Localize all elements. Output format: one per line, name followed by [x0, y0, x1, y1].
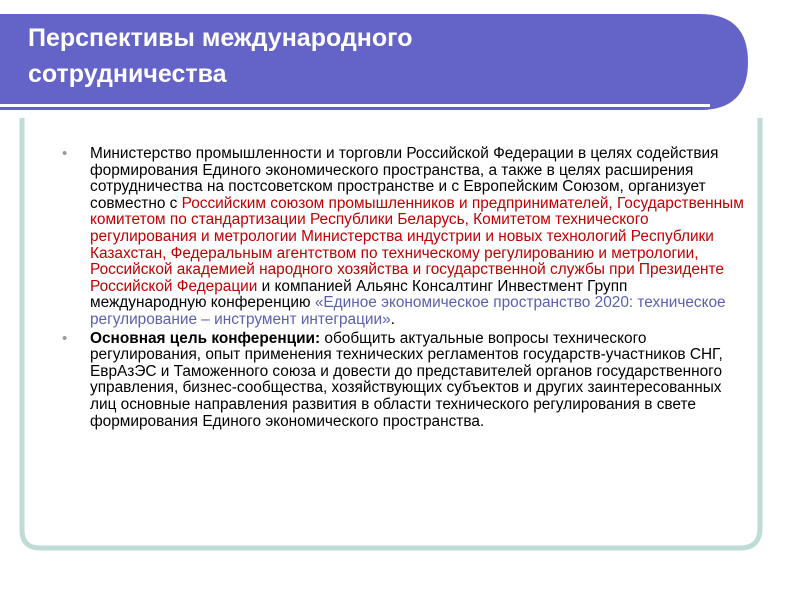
- bullet-dot-icon: •: [62, 329, 68, 347]
- conference-name: «Единое экономическое пространство 2020: техническое регулирование – инструмент интеграции»: [90, 294, 726, 328]
- partner-organizations: Российским союзом промышленников и предпринимателей, Государственным комитетом по стандартизации Республики Беларусь, Комитетом технического регулирования и метрологии Министерства индустрии и новых технологий Республики Казахстан, Федеральным агентством по техническому регулированию и метрологии, Российской академией народного хозяйства и государственной службы при Президенте Российской Федерации: [90, 194, 744, 295]
- slide-title: Перспективы международного сотрудничества: [28, 24, 413, 88]
- title-underline: [0, 104, 710, 107]
- bullet-item-conference: [58, 146, 746, 329]
- conference-intro: Министерство промышленности и торговли Российской Федерации в целях содействия формирования Единого экономического пространства, а также в целях расширения сотрудничества на постсоветском пространстве и с Европейским Союзом, организует совместно с: [90, 145, 719, 212]
- goal-heading: Основная цель конференции:: [90, 329, 321, 347]
- goal-text: обобщить актуальные вопросы технического регулирования, опыт применения технических регламентов государств-участников СНГ, ЕврАзЭС и Таможенного союза и довести до представителей органов государственного управления, бизнес-сообщества, хозяйствующих субъектов и других заинтересованных лиц основные направления развития в области технического регулирования в свете формирования Единого экономического пространства.: [90, 329, 723, 430]
- conference-organizer-tail: и компанией Альянс Консалтинг Инвестмент Групп международную конференцию: [90, 277, 628, 312]
- sentence-end: .: [390, 310, 395, 328]
- bullet-item-goal: [58, 331, 746, 431]
- slide-body: [58, 146, 746, 432]
- bullet-dot-icon: •: [62, 145, 68, 162]
